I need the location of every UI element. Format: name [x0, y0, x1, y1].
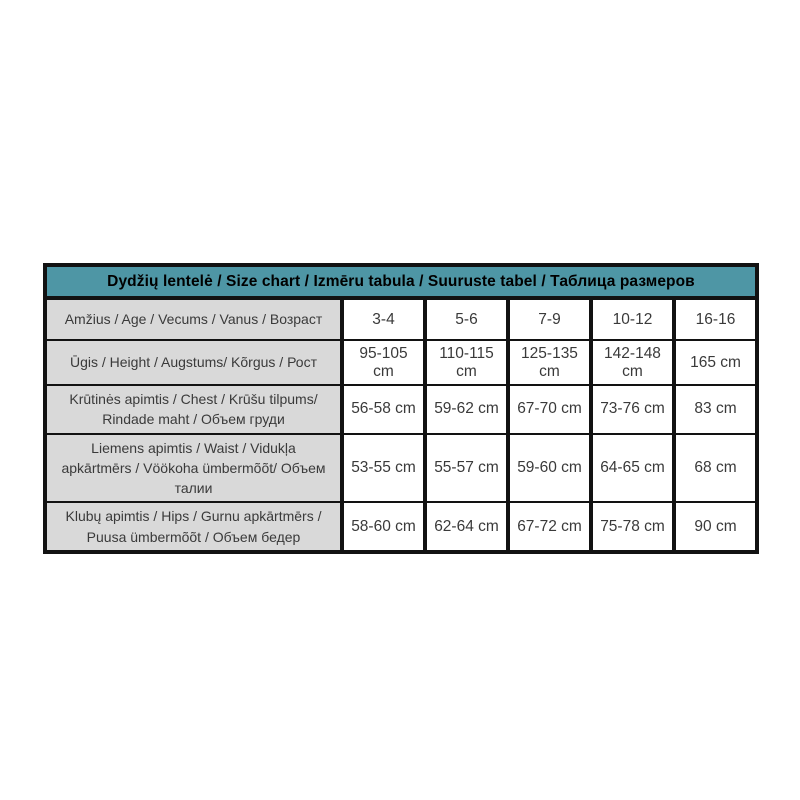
row-value: 64-65 cm: [591, 434, 674, 503]
row-label: Ūgis / Height / Augstums/ Kõrgus / Рост: [45, 340, 342, 385]
row-label: Amžius / Age / Vecums / Vanus / Возраст: [45, 298, 342, 340]
table-title: Dydžių lentelė / Size chart / Izmēru tabula / Suuruste tabel / Таблица размеров: [45, 265, 757, 298]
table-row: [45, 502, 757, 552]
row-value: 95-105 cm: [342, 340, 425, 385]
row-value: 165 cm: [674, 340, 757, 385]
row-label: Krūtinės apimtis / Chest / Krūšu tilpums/ Rindade maht / Объем груди: [45, 385, 342, 434]
row-value: 55-57 cm: [425, 434, 508, 503]
row-value: 16-16: [674, 298, 757, 340]
row-value: 110-115 cm: [425, 340, 508, 385]
row-label: Liemens apimtis / Waist / Vidukļa apkārtmērs / Vöökoha ümbermõõt/ Объем талии: [45, 434, 342, 503]
row-value: 125-135 cm: [508, 340, 591, 385]
table-row: [45, 340, 757, 385]
row-value: 3-4: [342, 298, 425, 340]
table-title-row: [45, 265, 757, 298]
row-value: 59-62 cm: [425, 385, 508, 434]
table-body: [45, 298, 757, 552]
row-value: 7-9: [508, 298, 591, 340]
row-value: 67-70 cm: [508, 385, 591, 434]
row-value: 67-72 cm: [508, 502, 591, 552]
row-value: 90 cm: [674, 502, 757, 552]
table-row: [45, 385, 757, 434]
row-value: 56-58 cm: [342, 385, 425, 434]
row-value: 10-12: [591, 298, 674, 340]
row-value: 5-6: [425, 298, 508, 340]
size-chart: [43, 263, 757, 554]
table-row: [45, 298, 757, 340]
row-value: 58-60 cm: [342, 502, 425, 552]
row-value: 73-76 cm: [591, 385, 674, 434]
row-value: 83 cm: [674, 385, 757, 434]
row-value: 68 cm: [674, 434, 757, 503]
row-value: 59-60 cm: [508, 434, 591, 503]
table-row: [45, 434, 757, 503]
row-value: 53-55 cm: [342, 434, 425, 503]
row-value: 75-78 cm: [591, 502, 674, 552]
row-value: 142-148 cm: [591, 340, 674, 385]
row-label: Klubų apimtis / Hips / Gurnu apkārtmērs / Puusa ümbermõõt / Объем бедер: [45, 502, 342, 552]
row-value: 62-64 cm: [425, 502, 508, 552]
size-chart-table: [43, 263, 759, 554]
